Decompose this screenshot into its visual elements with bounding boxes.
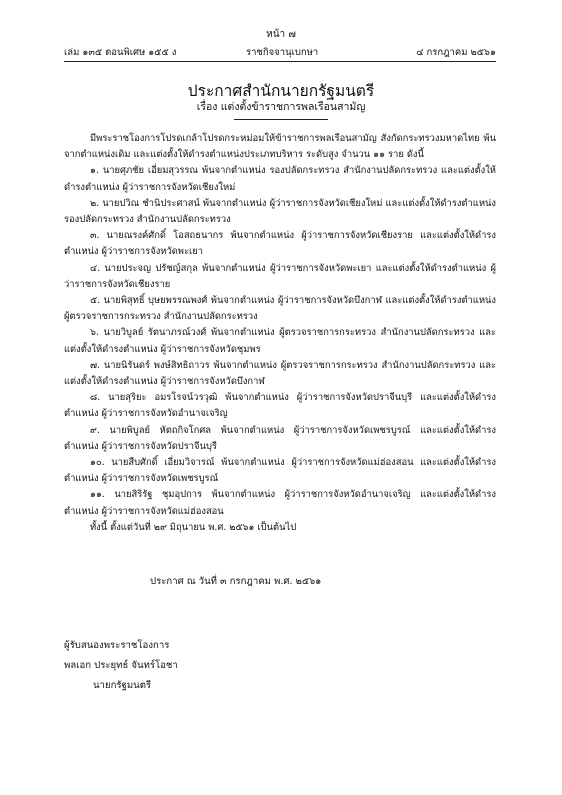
page-number: หน้า ๗ bbox=[266, 29, 296, 40]
proclamation-date: ประกาศ ณ วันที่ ๓ กรกฎาคม พ.ศ. ๒๕๖๑ bbox=[150, 576, 322, 587]
appointment-item: ๑. นายศุภชัย เอี่ยมสุวรรณ พ้นจากตำแหน่ง รองปลัดกระทรวง สำนักงานปลัดกระทรวง และแต่งตั้งให้ดำรงตำแหน่ง ผู้ว่าราชการจังหวัดเชียงใหม่ bbox=[64, 165, 496, 193]
appointment-item: ๒. นายปวิณ ชำนิประศาสน์ พ้นจากตำแหน่ง ผู้ว่าราชการจังหวัดเชียงใหม่ และแต่งตั้งให้ดำรงตำแหน่ง รองปลัดกระทรวง สำนักงานปลัดกระทรวง bbox=[64, 197, 496, 226]
appointment-item: ๑๐. นายสืบศักดิ์ เอี่ยมวิจารณ์ พ้นจากตำแหน่ง ผู้ว่าราชการจังหวัดแม่ฮ่องสอน และแต่งตั้งให้ดำรงตำแหน่ง ผู้ว่าราชการจังหวัดเพชรบูรณ์ bbox=[64, 457, 496, 485]
header-divider bbox=[64, 61, 496, 62]
appointment-item: ๔. นายประจญ ปรัชญ์สกุล พ้นจากตำแหน่ง ผู้ว่าราชการจังหวัดพะเยา และแต่งตั้งให้ดำรงตำแหน่ง ผู้ว่าราชการจังหวัดเชียงราย bbox=[64, 262, 496, 290]
appointment-item: ๘. นายสุริยะ อมรโรจน์วรวุฒิ พ้นจากตำแหน่ง ผู้ว่าราชการจังหวัดปราจีนบุรี และแต่งตั้งให้ดำรงตำแหน่ง ผู้ว่าราชการจังหวัดอำนาจเจริญ bbox=[64, 392, 496, 420]
intro-paragraph: มีพระราชโองการโปรดเกล้าโปรดกระหม่อมให้ข้าราชการพลเรือนสามัญ สังกัดกระทรวงมหาดไทย พ้นจากตำแหน่งเดิม และแต่งตั้งให้ดำรงตำแหน่งประเภทบริหาร ระดับสูง จำนวน ๑๑ ราย ดังนี้ bbox=[64, 133, 496, 161]
document-subject: เรื่อง แต่งตั้งข้าราชการพลเรือนสามัญ bbox=[196, 101, 366, 113]
appointment-item: ๓. นายณรงค์ศักดิ์ โอสถธนากร พ้นจากตำแหน่ง ผู้ว่าราชการจังหวัดเชียงราย และแต่งตั้งให้ดำรงตำแหน่ง ผู้ว่าราชการจังหวัดพะเยา bbox=[64, 230, 496, 258]
appointment-item: ๗. นายนิรันดร์ พงษ์สิทธิถาวร พ้นจากตำแหน่ง ผู้ตรวจราชการกระทรวง สำนักงานปลัดกระทรวง และแต่งตั้งให้ดำรงตำแหน่ง ผู้ว่าราชการจังหวัดบึงกาฬ bbox=[64, 359, 496, 388]
gazette-header bbox=[64, 45, 496, 59]
signatory-name: พลเอก ประยุทธ์ จันทร์โอชา bbox=[64, 660, 178, 671]
title-divider bbox=[234, 119, 328, 120]
volume-issue: เล่ม ๑๓๕ ตอนพิเศษ ๑๕๕ ง bbox=[64, 47, 177, 58]
appointment-item: ๕. นายพิสุทธิ์ บุษยพรรณพงศ์ พ้นจากตำแหน่ง ผู้ว่าราชการจังหวัดบึงกาฬ และแต่งตั้งให้ดำรงตำแหน่ง ผู้ตรวจราชการกระทรวง สำนักงานปลัดกระทรวง bbox=[64, 295, 496, 323]
countersign-label: ผู้รับสนองพระราชโองการ bbox=[64, 640, 170, 651]
document-body bbox=[64, 131, 496, 536]
appointment-item: ๖. นายวิบูลย์ รัตนาภรณ์วงศ์ พ้นจากตำแหน่ง ผู้ตรวจราชการกระทรวง สำนักงานปลัดกระทรวง และแต่งตั้งให้ดำรงตำแหน่ง ผู้ว่าราชการจังหวัดชุมพร bbox=[64, 327, 496, 355]
appointment-item: ๙. นายพิบูลย์ หัตถกิจโกศล พ้นจากตำแหน่ง ผู้ว่าราชการจังหวัดเพชรบูรณ์ และแต่งตั้งให้ดำรงตำแหน่ง ผู้ว่าราชการจังหวัดปราจีนบุรี bbox=[64, 424, 496, 452]
appointment-item: ๑๑. นายสิริรัฐ ชุมอุปการ พ้นจากตำแหน่ง ผู้ว่าราชการจังหวัดอำนาจเจริญ และแต่งตั้งให้ดำรงตำแหน่ง ผู้ว่าราชการจังหวัดแม่ฮ่องสอน bbox=[64, 489, 496, 517]
effective-date: ทั้งนี้ ตั้งแต่วันที่ ๒๙ มิถุนายน พ.ศ. ๒๕๖๑ เป็นต้นไป bbox=[90, 521, 297, 533]
gazette-name: ราชกิจจานุเบกษา bbox=[246, 47, 319, 58]
document-title: ประกาศสำนักนายกรัฐมนตรี bbox=[187, 82, 375, 100]
signatory-position: นายกรัฐมนตรี bbox=[93, 680, 152, 691]
gazette-date: ๔ กรกฎาคม ๒๕๖๑ bbox=[416, 47, 496, 58]
